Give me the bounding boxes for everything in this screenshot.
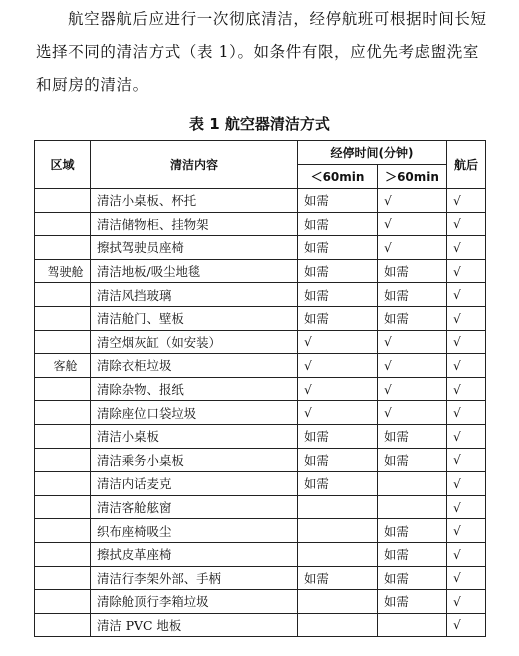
lt60-cell: 如需: [298, 189, 378, 213]
content-cell: 清洁行李架外部、手柄: [91, 566, 298, 590]
gt60-cell: 如需: [378, 448, 447, 472]
table-row: [35, 212, 486, 236]
content-cell: 清空烟灰缸（如安装）: [91, 330, 298, 354]
gt60-cell: [378, 495, 447, 519]
header-lt-60: ＜60min: [298, 165, 378, 189]
table-row: [35, 590, 486, 614]
gt60-cell: 如需: [378, 283, 447, 307]
lt60-cell: [298, 519, 378, 543]
gt60-cell: 如需: [378, 566, 447, 590]
content-cell: 清洁内话麦克: [91, 472, 298, 496]
table-row: [35, 542, 486, 566]
gt60-cell: 如需: [378, 542, 447, 566]
gt60-cell: √: [378, 401, 447, 425]
lt60-cell: [298, 542, 378, 566]
lt60-cell: [298, 590, 378, 614]
lt60-cell: 如需: [298, 472, 378, 496]
table-row: [35, 401, 486, 425]
lt60-cell: 如需: [298, 283, 378, 307]
table-row: [35, 519, 486, 543]
header-after-flight: 航后: [447, 141, 486, 189]
content-cell: 清除舱顶行李箱垃圾: [91, 590, 298, 614]
after-cell: √: [447, 189, 486, 213]
lt60-cell: √: [298, 330, 378, 354]
lt60-cell: [298, 613, 378, 637]
table-row: [35, 259, 486, 283]
zone-cell: 驾驶舱: [35, 259, 91, 283]
after-cell: √: [447, 519, 486, 543]
lt60-cell: 如需: [298, 259, 378, 283]
lt60-cell: [298, 495, 378, 519]
zone-cell: [35, 542, 91, 566]
after-cell: √: [447, 283, 486, 307]
lt60-cell: 如需: [298, 306, 378, 330]
header-content: 清洁内容: [91, 141, 298, 189]
header-transit-time: 经停时间(分钟): [298, 141, 447, 165]
table-row: [35, 424, 486, 448]
zone-cell: [35, 472, 91, 496]
table-row: [35, 330, 486, 354]
gt60-cell: √: [378, 189, 447, 213]
gt60-cell: √: [378, 330, 447, 354]
gt60-cell: 如需: [378, 306, 447, 330]
table-row: [35, 354, 486, 378]
lt60-cell: 如需: [298, 424, 378, 448]
table-body: [35, 189, 486, 637]
table-row: [35, 613, 486, 637]
content-cell: 清洁储物柜、挂物架: [91, 212, 298, 236]
table-row: [35, 566, 486, 590]
lt60-cell: 如需: [298, 212, 378, 236]
table-row: [35, 306, 486, 330]
gt60-cell: 如需: [378, 424, 447, 448]
table-row: [35, 189, 486, 213]
content-cell: 擦拭驾驶员座椅: [91, 236, 298, 260]
after-cell: √: [447, 212, 486, 236]
content-cell: 擦拭皮革座椅: [91, 542, 298, 566]
content-cell: 清洁小桌板、杯托: [91, 189, 298, 213]
gt60-cell: [378, 613, 447, 637]
gt60-cell: √: [378, 354, 447, 378]
content-cell: 清洁客舱舷窗: [91, 495, 298, 519]
table-row: [35, 448, 486, 472]
zone-cell: [35, 306, 91, 330]
lt60-cell: 如需: [298, 566, 378, 590]
lt60-cell: 如需: [298, 236, 378, 260]
after-cell: √: [447, 448, 486, 472]
after-cell: √: [447, 306, 486, 330]
zone-cell: [35, 495, 91, 519]
gt60-cell: 如需: [378, 259, 447, 283]
gt60-cell: √: [378, 212, 447, 236]
table-row: [35, 283, 486, 307]
content-cell: 清洁风挡玻璃: [91, 283, 298, 307]
intro-line-2: 选择不同的清洁方式（表 1）。如条件有限，应优先考虑盥洗室: [36, 43, 479, 61]
zone-cell: [35, 401, 91, 425]
header-gt-60: ＞60min: [378, 165, 447, 189]
gt60-cell: [378, 472, 447, 496]
gt60-cell: √: [378, 236, 447, 260]
content-cell: 清除座位口袋垃圾: [91, 401, 298, 425]
after-cell: √: [447, 542, 486, 566]
intro-paragraph: [36, 3, 488, 102]
lt60-cell: √: [298, 354, 378, 378]
table-row: [35, 472, 486, 496]
zone-cell: [35, 236, 91, 260]
content-cell: 织布座椅吸尘: [91, 519, 298, 543]
zone-cell: [35, 330, 91, 354]
after-cell: √: [447, 472, 486, 496]
zone-cell: [35, 283, 91, 307]
zone-cell: [35, 566, 91, 590]
lt60-cell: 如需: [298, 448, 378, 472]
cleaning-methods-table: [34, 140, 486, 637]
intro-line-3: 和厨房的清洁。: [36, 76, 149, 94]
content-cell: 清除衣柜垃圾: [91, 354, 298, 378]
content-cell: 清洁地板/吸尘地毯: [91, 259, 298, 283]
gt60-cell: √: [378, 377, 447, 401]
table-row: [35, 495, 486, 519]
after-cell: √: [447, 590, 486, 614]
after-cell: √: [447, 236, 486, 260]
gt60-cell: 如需: [378, 590, 447, 614]
gt60-cell: 如需: [378, 519, 447, 543]
zone-cell: [35, 424, 91, 448]
zone-cell: [35, 590, 91, 614]
after-cell: √: [447, 259, 486, 283]
zone-cell: [35, 448, 91, 472]
after-cell: √: [447, 354, 486, 378]
table-row: [35, 236, 486, 260]
lt60-cell: √: [298, 377, 378, 401]
after-cell: √: [447, 495, 486, 519]
zone-cell: 客舱: [35, 354, 91, 378]
after-cell: √: [447, 330, 486, 354]
after-cell: √: [447, 377, 486, 401]
zone-cell: [35, 519, 91, 543]
content-cell: 清洁小桌板: [91, 424, 298, 448]
zone-cell: [35, 189, 91, 213]
zone-cell: [35, 613, 91, 637]
after-cell: √: [447, 401, 486, 425]
after-cell: √: [447, 613, 486, 637]
after-cell: √: [447, 566, 486, 590]
header-zone: 区域: [35, 141, 91, 189]
table-row: [35, 377, 486, 401]
content-cell: 清除杂物、报纸: [91, 377, 298, 401]
zone-cell: [35, 377, 91, 401]
lt60-cell: √: [298, 401, 378, 425]
content-cell: 清洁舱门、壁板: [91, 306, 298, 330]
after-cell: √: [447, 424, 486, 448]
zone-cell: [35, 212, 91, 236]
content-cell: 清洁 PVC 地板: [91, 613, 298, 637]
intro-line-1: 航空器航后应进行一次彻底清洁，经停航班可根据时间长短: [68, 10, 487, 28]
table-caption: 表 1 航空器清洁方式: [189, 115, 330, 133]
content-cell: 清洁乘务小桌板: [91, 448, 298, 472]
